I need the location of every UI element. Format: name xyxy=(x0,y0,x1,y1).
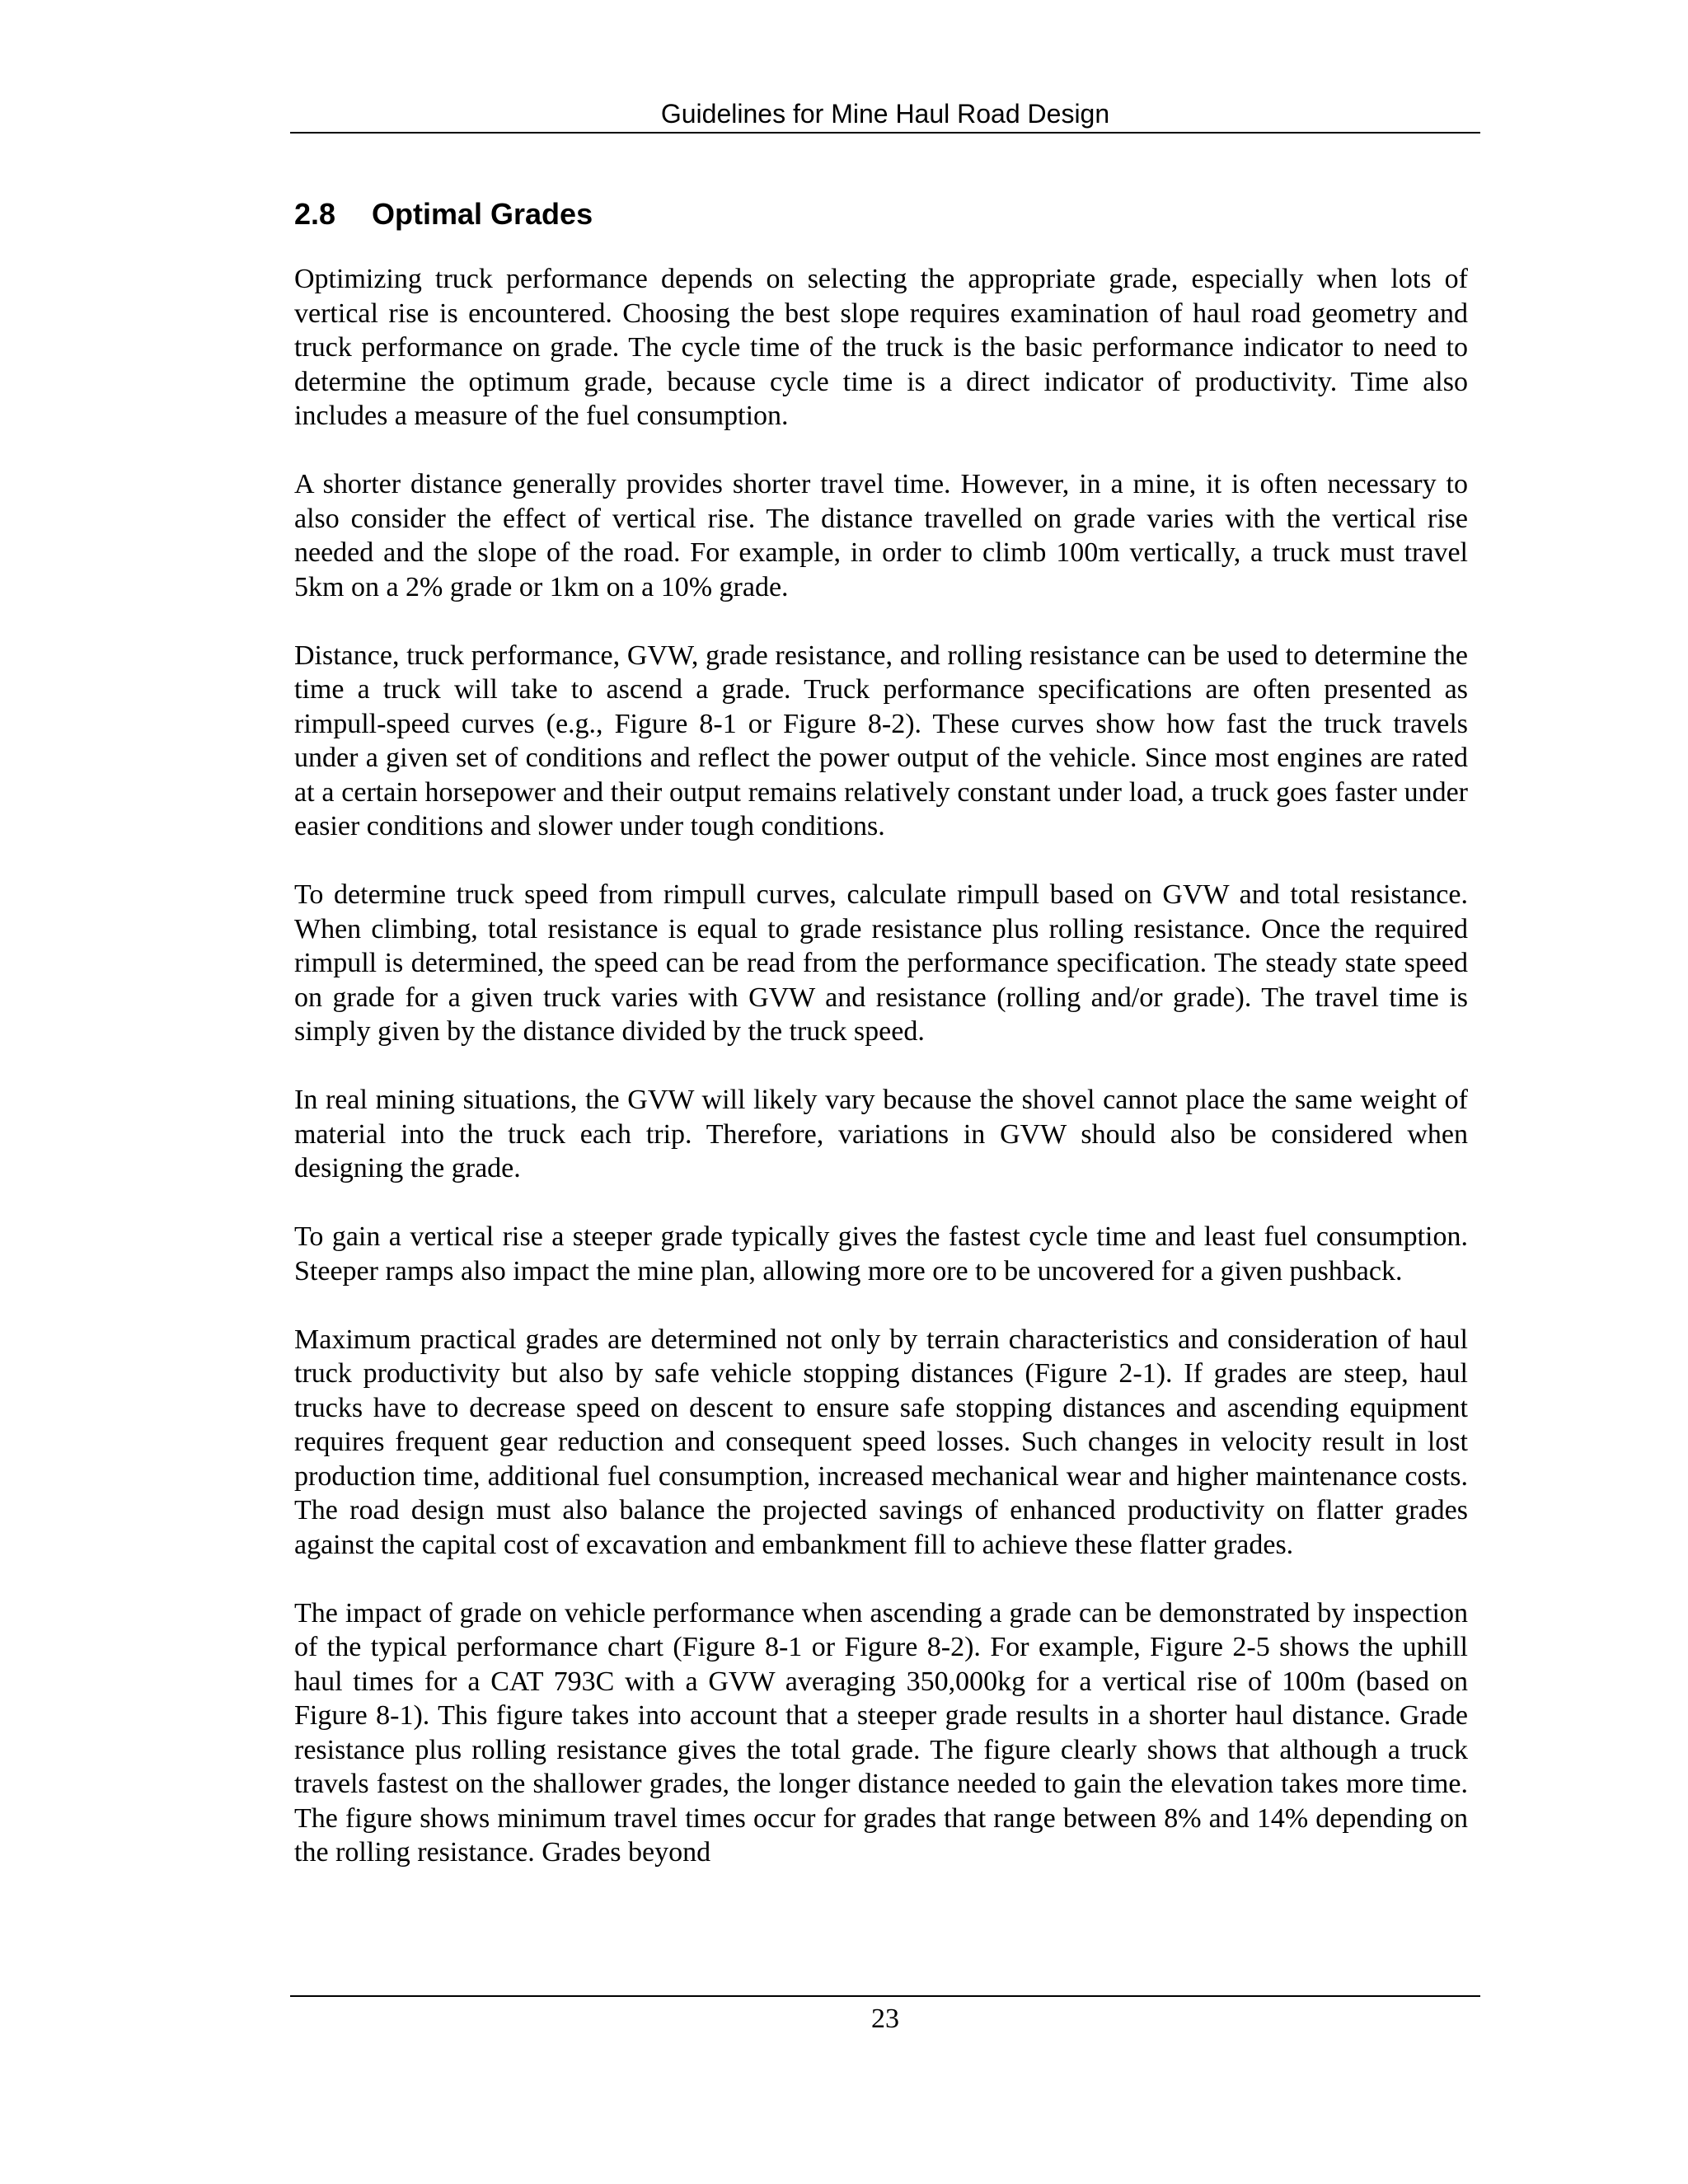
section-title: Optimal Grades xyxy=(372,197,593,231)
running-header: Guidelines for Mine Haul Road Design xyxy=(660,99,1110,129)
paragraph: To gain a vertical rise a steeper grade typically gives the fastest cycle time and least fuel consumption. Steeper ramps also impact the mine plan, allowing more ore to be uncovered for a given pushback. xyxy=(294,1221,1468,1286)
section-heading xyxy=(294,194,593,234)
footer-rule xyxy=(290,1995,1480,1997)
paragraph: Optimizing truck performance depends on selecting the appropriate grade, especially when lots of vertical rise is encountered. Choosing the best slope requires examination of haul road geometry and truck performance on grade. The cycle time of the truck is the basic performance indicator to need to determine the optimum grade, because cycle time is a direct indicator of productivity. Time also includes a measure of the fuel consumption. xyxy=(294,264,1468,431)
body-text xyxy=(294,262,1468,1870)
paragraph: The impact of grade on vehicle performance when ascending a grade can be demonstrated by inspection of the typical performance chart (Figure 8-1 or Figure 8-2). For example, Figure 2-5 shows the uphill haul times for a CAT 793C with a GVW averaging 350,000kg for a vertical rise of 100m (based on Figure 8-1). This figure takes into account that a steeper grade results in a shorter haul distance. Grade resistance plus rolling resistance gives the total grade. The figure clearly shows that although a truck travels fastest on the shallower grades, the longer distance needed to gain the elevation takes more time. The figure shows minimum travel times occur for grades that range between 8% and 14% depending on the rolling resistance. Grades beyond xyxy=(294,1597,1468,1868)
paragraph: Distance, truck performance, GVW, grade resistance, and rolling resistance can be used to determine the time a truck will take to ascend a grade. Truck performance specifications are often presented as rimpull-speed curves (e.g., Figure 8-1 or Figure 8-2). These curves show how fast the truck travels under a given set of conditions and reflect the power output of the vehicle. Since most engines are rated at a certain horsepower and their output remains relatively constant under load, a truck goes faster under easier conditions and slower under tough conditions. xyxy=(294,640,1468,841)
paragraph: A shorter distance generally provides shorter travel time. However, in a mine, it is often necessary to also consider the effect of vertical rise. The distance travelled on grade varies with the vertical rise needed and the slope of the road. For example, in order to climb 100m vertically, a truck must travel 5km on a 2% grade or 1km on a 10% grade. xyxy=(294,469,1468,602)
paragraph: To determine truck speed from rimpull curves, calculate rimpull based on GVW and total resistance. When climbing, total resistance is equal to grade resistance plus rolling resistance. Once the required rimpull is determined, the speed can be read from the performance specification. The steady state speed on grade for a given truck varies with GVW and resistance (rolling and/or grade). The travel time is simply given by the distance divided by the truck speed. xyxy=(294,879,1468,1047)
page-number: 23 xyxy=(871,2004,899,2034)
paragraph: In real mining situations, the GVW will likely vary because the shovel cannot place the same weight of material into the truck each trip. Therefore, variations in GVW should also be considered when designing the grade. xyxy=(294,1085,1468,1183)
paragraph: Maximum practical grades are determined not only by terrain characteristics and consideration of haul truck productivity but also by safe vehicle stopping distances (Figure 2-1). If grades are steep, haul trucks have to decrease speed on descent to ensure safe stopping distances and ascending equipment requires frequent gear reduction and consequent speed losses. Such changes in velocity result in lost production time, additional fuel consumption, increased mechanical wear and higher maintenance costs. The road design must also balance the projected savings of enhanced productivity on flatter grades against the capital cost of excavation and embankment fill to achieve these flatter grades. xyxy=(294,1324,1468,1560)
header-rule xyxy=(290,132,1480,134)
section-number: 2.8 xyxy=(294,197,336,231)
